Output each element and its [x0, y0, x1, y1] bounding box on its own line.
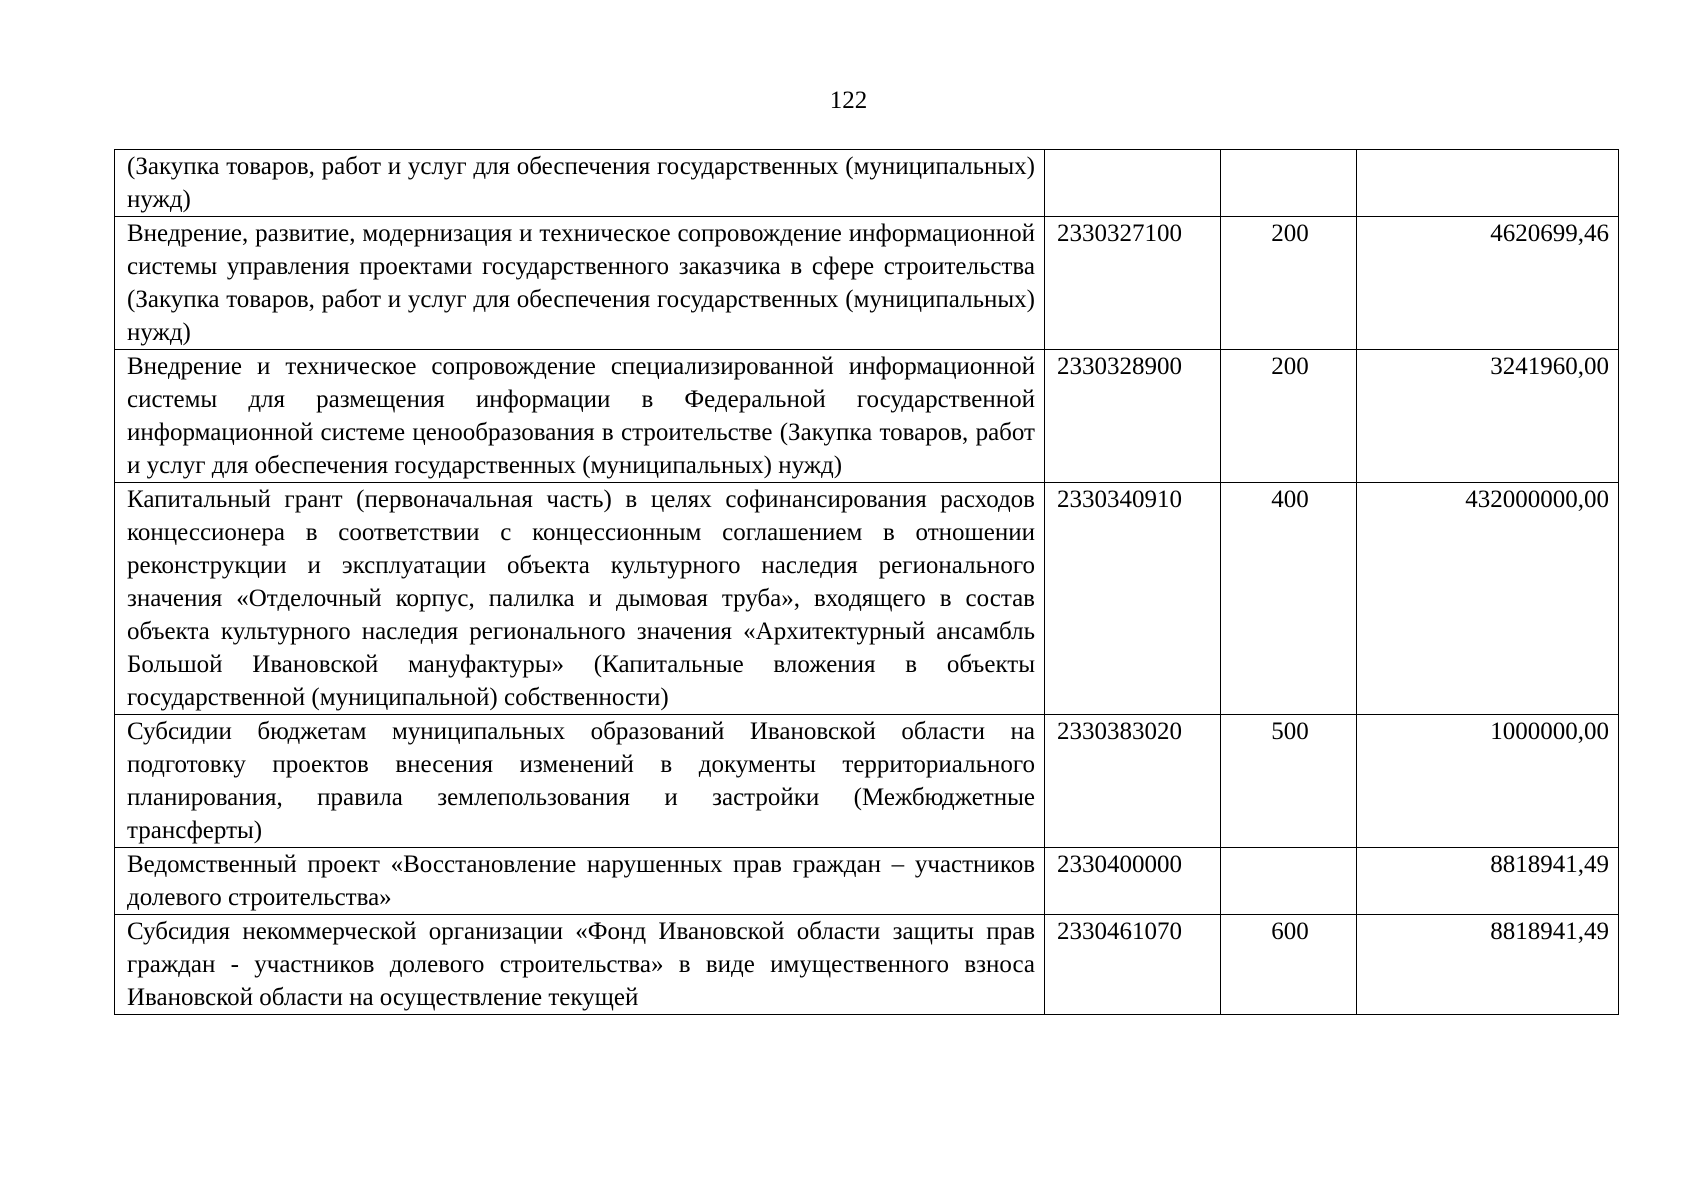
budget-table [114, 149, 1619, 1015]
row-amount: 8818941,49 [1357, 915, 1619, 1015]
row-expense-type: 500 [1221, 715, 1357, 848]
row-target-code: 2330400000 [1045, 848, 1221, 915]
row-amount: 432000000,00 [1357, 483, 1619, 715]
table-row [115, 848, 1619, 915]
row-target-code: 2330328900 [1045, 350, 1221, 483]
table-row [115, 915, 1619, 1015]
page-number: 122 [829, 87, 868, 114]
row-target-code: 2330340910 [1045, 483, 1221, 715]
row-name: Внедрение и техническое сопровождение специализированной информационной системы для размещения информации в Федеральной государственной информационной системе ценообразования в строительстве (Закупка товаров, работ и услуг для обеспечения государственных (муниципальных) нужд) [115, 350, 1045, 483]
row-expense-type [1221, 150, 1357, 217]
row-amount: 8818941,49 [1357, 848, 1619, 915]
row-amount [1357, 150, 1619, 217]
row-target-code: 2330327100 [1045, 217, 1221, 350]
table-row [115, 150, 1619, 217]
table-row [115, 217, 1619, 350]
row-expense-type: 400 [1221, 483, 1357, 715]
row-amount: 1000000,00 [1357, 715, 1619, 848]
table-row [115, 483, 1619, 715]
row-expense-type: 200 [1221, 217, 1357, 350]
row-name: Капитальный грант (первоначальная часть) в целях софинансирования расходов концессионера в соответствии с концессионным соглашением в отношении реконструкции и эксплуатации объекта культурного наследия регионального значения «Отделочный корпус, палилка и дымовая труба», входящего в состав объекта культурного наследия регионального значения «Архитектурный ансамбль Большой Ивановской мануфактуры» (Капитальные вложения в объекты государственной (муниципальной) собственности) [115, 483, 1045, 715]
row-name: Субсидии бюджетам муниципальных образований Ивановской области на подготовку проектов внесения изменений в документы территориального планирования, правила землепользования и застройки (Межбюджетные трансферты) [115, 715, 1045, 848]
row-expense-type: 600 [1221, 915, 1357, 1015]
row-target-code [1045, 150, 1221, 217]
row-amount: 3241960,00 [1357, 350, 1619, 483]
table-row [115, 350, 1619, 483]
row-name: (Закупка товаров, работ и услуг для обеспечения государственных (муниципальных) нужд) [115, 150, 1045, 217]
row-expense-type [1221, 848, 1357, 915]
row-amount: 4620699,46 [1357, 217, 1619, 350]
row-name: Ведомственный проект «Восстановление нарушенных прав граждан – участников долевого строительства» [115, 848, 1045, 915]
row-target-code: 2330461070 [1045, 915, 1221, 1015]
row-target-code: 2330383020 [1045, 715, 1221, 848]
table-row [115, 715, 1619, 848]
row-expense-type: 200 [1221, 350, 1357, 483]
row-name: Внедрение, развитие, модернизация и техническое сопровождение информационной системы управления проектами государственного заказчика в сфере строительства (Закупка товаров, работ и услуг для обеспечения государственных (муниципальных) нужд) [115, 217, 1045, 350]
row-name: Субсидия некоммерческой организации «Фонд Ивановской области защиты прав граждан - участников долевого строительства» в виде имущественного взноса Ивановской области на осуществление текущей [115, 915, 1045, 1015]
